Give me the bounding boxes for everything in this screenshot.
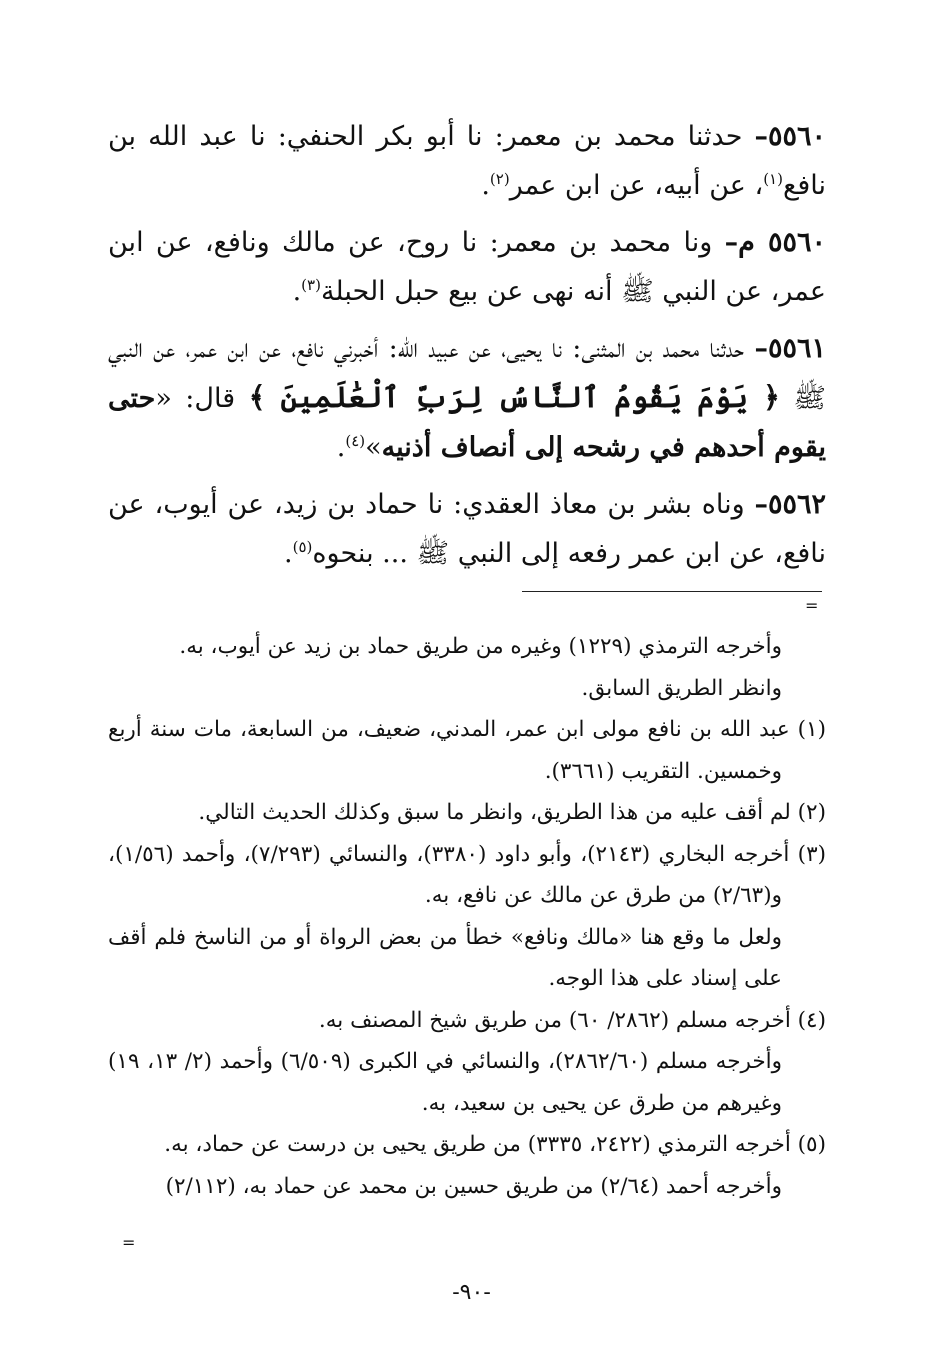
page-number: -٩٠- — [452, 1280, 491, 1305]
footnote-ref[interactable]: (٤) — [345, 432, 366, 450]
footnote-1: (١) عبد الله بن نافع مولى ابن عمر، المدني، ضعيف، من السابعة، مات سنة أربع وخمسين. التقريب (٣٦٦١). — [108, 717, 826, 784]
hadith-number: ٥٥٦٢– — [754, 489, 826, 520]
hadith-text: ، عن أبيه، عن ابن عمر — [509, 170, 764, 201]
footnote-ref[interactable]: (٢) — [489, 170, 510, 188]
hadith-text: ونا محمد بن معمر: نا روح، عن مالك ونافع، عن ابن عمر، عن النبي ﷺ أنه نهى عن بيع حبل الحبلة — [108, 227, 826, 307]
footnote-ref[interactable]: (٣) — [301, 276, 321, 294]
hadith-number: ٥٥٦١– — [754, 333, 826, 364]
hadith-number: ٥٥٦٠– — [754, 121, 826, 152]
continuation-mark: = — [805, 596, 819, 615]
footnotes — [108, 626, 826, 1207]
footnote-separator — [522, 591, 822, 592]
hadith-end: . — [284, 538, 293, 569]
hadith-5561 — [108, 324, 826, 472]
continuation-mark: = — [122, 1233, 136, 1252]
footnote-4-note: وأخرجه مسلم (٢٨٦٢/٦٠)، والنسائي في الكبرى (٦/٥٠٩) وأحمد (٢/ ١٣، ١٩) وغيرهم من طرق عن يحيى بن سعيد، به. — [108, 1049, 782, 1116]
footnote-4: (٤) أخرجه مسلم (٢٨٦٢/ ٦٠) من طريق شيخ المصنف به. — [318, 1007, 826, 1033]
footnote-3: (٣) أخرجه البخاري (٢١٤٣)، وأبو داود (٣٣٨٠)، والنسائي (٧/٢٩٣)، وأحمد (١/٥٦)، و(٢/٦٣) من طرق عن مالك عن نافع، به. — [108, 841, 827, 908]
footnote-5-note: وأخرجه أحمد (٢/٦٤) من طريق حسين بن محمد عن حماد به، (٢/١١٢) — [165, 1173, 782, 1199]
hadith-text: » — [365, 432, 382, 463]
hadith-text: قال: « — [155, 383, 249, 414]
footnote-continued: وانظر الطريق السابق. — [581, 675, 782, 701]
quran-verse: ﴿ يَوْمَ يَقُومُ ٱلنَّاسُ لِرَبِّ ٱلْعَٰلَمِينَ ﴾ — [248, 380, 780, 414]
hadith-text: وناه بشر بن معاذ العقدي: نا حماد بن زيد، عن أيوب، عن نافع، عن ابن عمر رفعه إلى النبي ﷺ ... بنحوه — [108, 489, 826, 569]
hadith-number: ٥٥٦٠ م– — [724, 227, 826, 258]
hadith-end: . — [292, 276, 302, 307]
hadith-5560m — [108, 218, 826, 316]
hadith-matn: حتى يقوم أحدهم في رشحه إلى أنصاف أذنيه — [108, 383, 826, 463]
footnote-ref[interactable]: (١) — [763, 170, 783, 188]
footnote-5: (٥) أخرجه الترمذي (٢٤٢٢، ٣٣٣٥) من طريق يحيى بن درست عن حماد، به. — [164, 1132, 826, 1157]
footnote-ref[interactable]: (٥) — [292, 538, 313, 556]
main-text — [108, 112, 826, 586]
hadith-end: . — [481, 170, 490, 201]
hadith-text: حدثنا محمد بن معمر: نا أبو بكر الحنفي: نا عبد الله بن نافع — [108, 121, 826, 201]
footnote-continued: وأخرجه الترمذي (١٢٢٩) وغيره من طريق حماد بن زيد عن أيوب، به. — [179, 634, 782, 659]
hadith-text: حدثنا محمد بن المثنى: نا يحيى، عن عبيد الله: أخبرني نافع، عن ابن عمر، عن النبي ﷺ — [108, 333, 827, 414]
hadith-5562 — [108, 480, 826, 578]
hadith-end: . — [336, 432, 346, 463]
hadith-5560 — [108, 112, 826, 210]
footnote-2: (٢) لم أقف عليه من هذا الطريق، وانظر ما سبق وكذلك الحديث التالي. — [198, 800, 826, 825]
footnote-3-note: ولعل ما وقع هنا «مالك ونافع» خطأ من بعض الرواة أو من الناسخ فلم أقف على إسناد على هذا الوجه. — [108, 924, 782, 991]
